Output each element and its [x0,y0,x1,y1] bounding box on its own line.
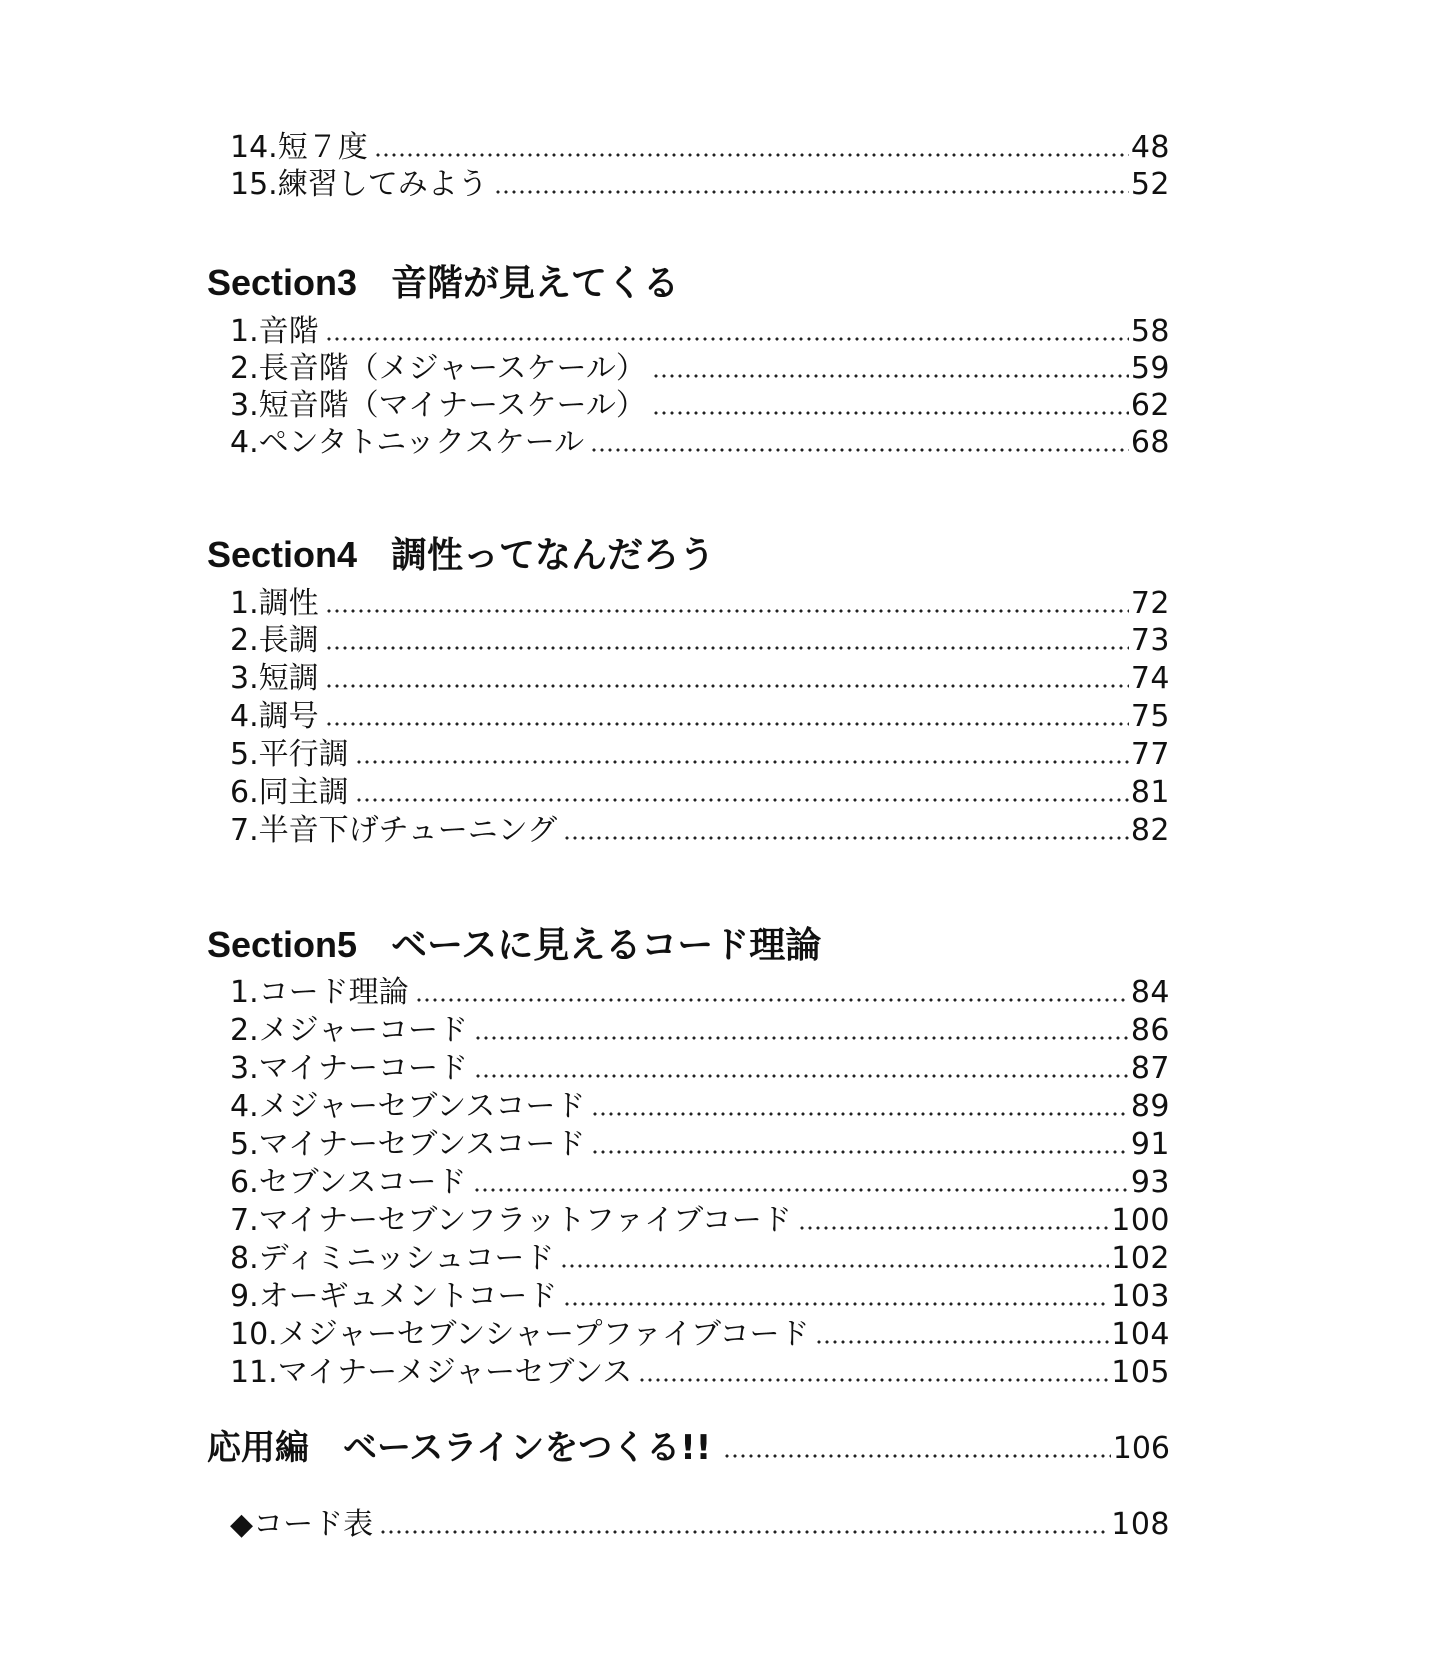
toc-entry-label: 5.マイナーセブンスコード [230,1127,586,1162]
dot-leader [474,1012,1129,1050]
dot-leader [560,1240,1109,1278]
toc-page-number: 93 [1130,1165,1170,1200]
toc-page-number: 59 [1130,351,1170,386]
dot-leader [473,1164,1129,1202]
toc-entry-label: 4.調号 [230,699,319,734]
dot-leader [325,622,1129,660]
dot-leader [355,774,1129,812]
toc-page-number: 100 [1111,1203,1170,1238]
toc-page-number: 103 [1111,1279,1170,1314]
toc-entry-label: 2.長音階（メジャースケール） [230,351,646,386]
toc-entry-label: 5.平行調 [230,737,349,772]
dot-leader [325,313,1129,351]
toc-entry-major-key[interactable] [230,622,1170,660]
toc-entry-label: 2.メジャーコード [230,1013,469,1048]
dot-leader [494,166,1129,204]
toc-page-number: 105 [1111,1355,1170,1390]
toc-entry-label: 4.メジャーセブンスコード [230,1089,586,1124]
toc-page-number: 82 [1130,813,1170,848]
toc-entry-minor-chord[interactable] [230,1050,1170,1088]
toc-entry-scale[interactable] [230,313,1170,351]
section5-heading [207,923,821,967]
toc-entry-minor-key[interactable] [230,660,1170,698]
toc-page-number: 74 [1130,661,1170,696]
dot-leader [638,1354,1109,1392]
section4-heading [207,533,715,577]
toc-page-number: 81 [1130,775,1170,810]
toc-page-number: 106 [1112,1431,1170,1466]
toc-entry-label: 6.同主調 [230,775,349,810]
toc-entry-label: 3.マイナーコード [230,1051,469,1086]
dot-leader [374,129,1129,167]
toc-page-number: 75 [1130,699,1170,734]
dot-leader [325,585,1129,623]
toc-page-number: 68 [1130,425,1170,460]
dot-leader [325,660,1129,698]
toc-entry-half-step-down-tuning[interactable] [230,812,1170,850]
toc-entry-practice[interactable] [230,166,1170,204]
dot-leader [591,1126,1128,1164]
toc-entry-parallel-key[interactable] [230,774,1170,812]
toc-entry-label: 1.調性 [230,586,319,621]
toc-page-number: 86 [1130,1013,1170,1048]
toc-entry-chord-table[interactable] [230,1506,1170,1544]
toc-entry-label: 9.オーギュメントコード [230,1279,558,1314]
toc-entry-minor-major-seventh[interactable] [230,1354,1170,1392]
dot-leader [379,1506,1109,1544]
section-number: Section3 [207,262,358,303]
toc-page-number: 48 [1130,130,1170,165]
dot-leader [723,1426,1110,1470]
toc-entry-label: 14.短７度 [230,130,368,165]
toc-page-number: 102 [1111,1241,1170,1276]
toc-page-number: 89 [1130,1089,1170,1124]
toc-entry-major-chord[interactable] [230,1012,1170,1050]
dot-leader [563,1278,1109,1316]
toc-entry-label: 11.マイナーメジャーセブンス [230,1355,633,1390]
section3-heading [207,261,679,305]
toc-entry-short-seventh[interactable] [230,129,1170,167]
toc-entry-diminished-chord[interactable] [230,1240,1170,1278]
toc-entry-label: 8.ディミニッシュコード [230,1241,555,1276]
dot-leader [652,350,1129,388]
toc-page-number: 72 [1130,586,1170,621]
toc-entry-major-seventh-chord[interactable] [230,1088,1170,1126]
toc-entry-major-scale[interactable] [230,350,1170,388]
toc-entry-label: 6.セブンスコード [230,1165,467,1200]
toc-entry-seventh-chord[interactable] [230,1164,1170,1202]
section-title: ベースに見えるコード理論 [391,925,822,966]
toc-page-number: 104 [1111,1317,1170,1352]
toc-entry-label: 7.半音下げチューニング [230,813,558,848]
toc-entry-label: 3.短調 [230,661,319,696]
toc-page-number: 58 [1130,314,1170,349]
toc-entry-label: 10.メジャーセブンシャープファイブコード [230,1317,810,1352]
toc-page-number: 77 [1130,737,1170,772]
toc-entry-maj7-sharp5-chord[interactable] [230,1316,1170,1354]
toc-page-number: 73 [1130,623,1170,658]
dot-leader [590,424,1129,462]
toc-entry-label: 4.ペンタトニックスケール [230,425,585,460]
dot-leader [591,1088,1128,1126]
dot-leader [325,698,1129,736]
toc-entry-chord-theory[interactable] [230,974,1170,1012]
toc-entry-minor-scale[interactable] [230,387,1170,425]
toc-entry-label: 7.マイナーセブンフラットファイブコード [230,1203,792,1238]
section-title: 音階が見えてくる [391,263,680,304]
section-number: Section5 [207,924,358,965]
applied-section-entry[interactable] [207,1426,1170,1470]
dot-leader [798,1202,1110,1240]
toc-page-number: 84 [1130,975,1170,1010]
applied-section-title: 応用編 ベースラインをつくる!! [207,1428,712,1468]
section-title: 調性ってなんだろう [391,535,716,576]
dot-leader [415,974,1129,1012]
toc-entry-label: 15.練習してみよう [230,167,488,202]
toc-entry-pentatonic[interactable] [230,424,1170,462]
toc-entry-label: 1.コード理論 [230,975,409,1010]
toc-entry-label: 2.長調 [230,623,319,658]
toc-entry-augmented-chord[interactable] [230,1278,1170,1316]
toc-page-number: 52 [1130,167,1170,202]
toc-entry-label: 3.短音階（マイナースケール） [230,388,646,423]
section-number: Section4 [207,534,358,575]
toc-entry-label: 1.音階 [230,314,319,349]
toc-page-number: 108 [1111,1507,1170,1542]
toc-entry-m7b5-chord[interactable] [230,1202,1170,1240]
dot-leader [652,387,1129,425]
toc-entry-key-signature[interactable] [230,698,1170,736]
dot-leader [474,1050,1129,1088]
dot-leader [815,1316,1109,1354]
toc-page-number: 62 [1130,388,1170,423]
toc-entry-relative-key[interactable] [230,736,1170,774]
toc-entry-tonality[interactable] [230,585,1170,623]
toc-page-number: 87 [1130,1051,1170,1086]
toc-entry-minor-seventh-chord[interactable] [230,1126,1170,1164]
toc-page-number: 91 [1130,1127,1170,1162]
dot-leader [563,812,1129,850]
toc-entry-label: ◆コード表 [230,1507,374,1542]
dot-leader [355,736,1129,774]
